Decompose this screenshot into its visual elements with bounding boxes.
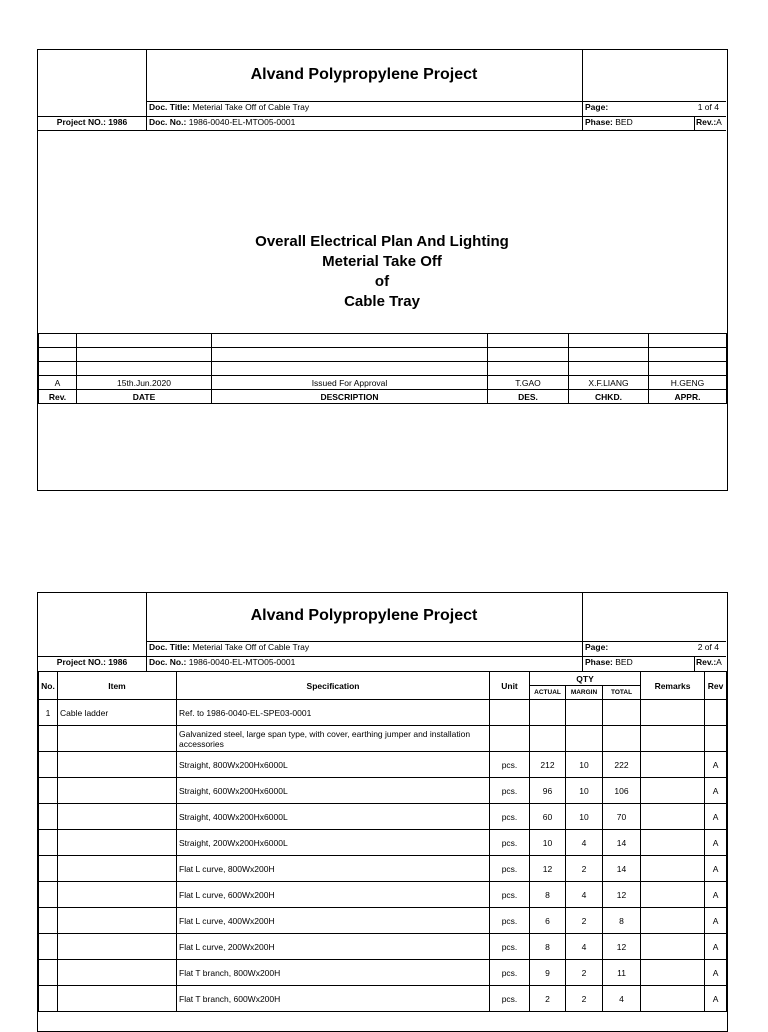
doc-number xyxy=(149,117,295,128)
specification: Flat L curve, 800Wx200H xyxy=(177,856,490,882)
table-row xyxy=(39,700,727,726)
item-name xyxy=(58,960,177,986)
rev-value: A xyxy=(716,117,722,127)
table-row xyxy=(39,986,727,1012)
specification: Flat L curve, 200Wx200H xyxy=(177,934,490,960)
row-rev: A xyxy=(705,830,727,856)
cover-title xyxy=(38,232,726,312)
remarks xyxy=(641,726,705,752)
specification: Flat L curve, 400Wx200H xyxy=(177,908,490,934)
doc-title-label: Doc. Title: xyxy=(149,102,190,112)
unit: pcs. xyxy=(490,882,530,908)
unit: pcs. xyxy=(490,908,530,934)
rev-value: A xyxy=(716,657,722,667)
table-row xyxy=(39,830,727,856)
remarks xyxy=(641,856,705,882)
header-unit: Unit xyxy=(490,672,530,700)
remarks xyxy=(641,700,705,726)
qty-actual: 212 xyxy=(530,752,566,778)
row-rev: A xyxy=(705,934,727,960)
table-row xyxy=(39,882,727,908)
revision-checker: X.F.LIANG xyxy=(569,376,649,390)
table-row xyxy=(39,348,727,362)
remarks xyxy=(641,804,705,830)
qty-total: 14 xyxy=(603,830,641,856)
qty-total: 12 xyxy=(603,934,641,960)
item-name xyxy=(58,752,177,778)
rev-label: Rev.: xyxy=(696,657,717,667)
table-row xyxy=(39,908,727,934)
header-specification: Specification xyxy=(177,672,490,700)
specification: Flat T branch, 600Wx200H xyxy=(177,986,490,1012)
doc-title-value: Meterial Take Off of Cable Tray xyxy=(192,102,310,112)
qty-margin xyxy=(566,726,603,752)
phase xyxy=(585,657,633,668)
item-name xyxy=(58,908,177,934)
qty-total xyxy=(603,700,641,726)
doc-title-label: Doc. Title: xyxy=(149,642,190,652)
qty-margin: 2 xyxy=(566,960,603,986)
header-rev: Rev xyxy=(705,672,727,700)
specification: Straight, 800Wx200Hx6000L xyxy=(177,752,490,778)
qty-total: 14 xyxy=(603,856,641,882)
header-appr: APPR. xyxy=(649,390,727,404)
specification: Flat T branch, 800Wx200H xyxy=(177,960,490,986)
item-name xyxy=(58,804,177,830)
unit: pcs. xyxy=(490,778,530,804)
item-name xyxy=(58,986,177,1012)
specification: Ref. to 1986-0040-EL-SPE03-0001 xyxy=(177,700,490,726)
table-row xyxy=(39,856,727,882)
cover-line: Overall Electrical Plan And Lighting xyxy=(255,233,509,250)
remarks xyxy=(641,960,705,986)
table-row xyxy=(39,752,727,778)
row-number xyxy=(39,726,58,752)
unit: pcs. xyxy=(490,804,530,830)
qty-margin: 4 xyxy=(566,934,603,960)
project-title: Alvand Polypropylene Project xyxy=(250,607,478,624)
table-row xyxy=(39,934,727,960)
row-number xyxy=(39,882,58,908)
specification: Straight, 600Wx200Hx6000L xyxy=(177,778,490,804)
row-number xyxy=(39,856,58,882)
table-row xyxy=(39,362,727,376)
qty-total: 8 xyxy=(603,908,641,934)
qty-margin: 2 xyxy=(566,908,603,934)
row-rev xyxy=(705,700,727,726)
doc-number-value: 1986-0040-EL-MTO05-0001 xyxy=(188,657,296,667)
row-rev: A xyxy=(705,882,727,908)
row-number xyxy=(39,752,58,778)
page-label: Page: xyxy=(585,102,609,112)
item-name xyxy=(58,726,177,752)
cover-line: Meterial Take Off xyxy=(322,253,442,270)
phase-label: Phase: xyxy=(585,117,613,127)
qty-total: 70 xyxy=(603,804,641,830)
remarks xyxy=(641,752,705,778)
header-date: DATE xyxy=(77,390,212,404)
header-rev: Rev. xyxy=(39,390,77,404)
header-no: No. xyxy=(39,672,58,700)
qty-margin: 10 xyxy=(566,778,603,804)
header-margin: MARGIN xyxy=(566,686,603,700)
table-row xyxy=(39,778,727,804)
item-name xyxy=(58,778,177,804)
qty-actual: 60 xyxy=(530,804,566,830)
phase-label: Phase: xyxy=(585,657,613,667)
row-rev: A xyxy=(705,752,727,778)
unit xyxy=(490,726,530,752)
qty-total: 222 xyxy=(603,752,641,778)
revision xyxy=(696,117,722,128)
row-number xyxy=(39,960,58,986)
doc-title-value: Meterial Take Off of Cable Tray xyxy=(192,642,310,652)
page-number: 2 of 4 xyxy=(697,642,719,652)
revision-designer: T.GAO xyxy=(488,376,569,390)
qty-margin xyxy=(566,700,603,726)
unit: pcs. xyxy=(490,986,530,1012)
qty-margin: 10 xyxy=(566,804,603,830)
table-row xyxy=(39,726,727,752)
document-page-2 xyxy=(37,592,728,1032)
table-header-row xyxy=(39,672,727,686)
rev-label: Rev.: xyxy=(696,117,717,127)
table-row xyxy=(39,804,727,830)
qty-actual xyxy=(530,700,566,726)
table-row xyxy=(39,960,727,986)
qty-actual: 8 xyxy=(530,934,566,960)
row-number xyxy=(39,986,58,1012)
qty-total: 4 xyxy=(603,986,641,1012)
item-name xyxy=(58,934,177,960)
revision-header-row xyxy=(39,390,727,404)
document-page-1 xyxy=(37,49,728,491)
material-take-off-table xyxy=(38,671,727,1012)
header-remarks: Remarks xyxy=(641,672,705,700)
item-name: Cable ladder xyxy=(58,700,177,726)
qty-total: 12 xyxy=(603,882,641,908)
cover-line: of xyxy=(374,273,390,290)
qty-actual: 96 xyxy=(530,778,566,804)
project-title: Alvand Polypropylene Project xyxy=(250,66,478,83)
doc-title xyxy=(149,642,309,653)
qty-actual: 8 xyxy=(530,882,566,908)
qty-margin: 4 xyxy=(566,830,603,856)
item-name xyxy=(58,882,177,908)
row-rev: A xyxy=(705,986,727,1012)
qty-margin: 2 xyxy=(566,986,603,1012)
qty-actual: 9 xyxy=(530,960,566,986)
revision xyxy=(696,657,722,668)
row-number xyxy=(39,830,58,856)
qty-actual xyxy=(530,726,566,752)
project-number: Project NO.: 1986 xyxy=(56,117,128,127)
qty-actual: 2 xyxy=(530,986,566,1012)
phase-value: BED xyxy=(615,657,633,667)
row-rev xyxy=(705,726,727,752)
remarks xyxy=(641,986,705,1012)
qty-margin: 10 xyxy=(566,752,603,778)
doc-title xyxy=(149,102,309,113)
item-name xyxy=(58,830,177,856)
item-name xyxy=(58,856,177,882)
qty-margin: 2 xyxy=(566,856,603,882)
unit: pcs. xyxy=(490,830,530,856)
unit: pcs. xyxy=(490,856,530,882)
doc-number-label: Doc. No.: xyxy=(149,657,187,667)
revision-description: Issued For Approval xyxy=(212,376,488,390)
unit: pcs. xyxy=(490,960,530,986)
specification: Straight, 200Wx200Hx6000L xyxy=(177,830,490,856)
page-label: Page: xyxy=(585,642,609,652)
row-number xyxy=(39,934,58,960)
specification: Galvanized steel, large span type, with cover, earthing jumper and installation accessories xyxy=(177,726,490,752)
unit: pcs. xyxy=(490,752,530,778)
qty-actual: 12 xyxy=(530,856,566,882)
row-rev: A xyxy=(705,960,727,986)
unit xyxy=(490,700,530,726)
row-number xyxy=(39,908,58,934)
qty-actual: 10 xyxy=(530,830,566,856)
remarks xyxy=(641,934,705,960)
phase-value: BED xyxy=(615,117,633,127)
doc-number-value: 1986-0040-EL-MTO05-0001 xyxy=(188,117,296,127)
qty-total xyxy=(603,726,641,752)
qty-total: 11 xyxy=(603,960,641,986)
remarks xyxy=(641,908,705,934)
row-rev: A xyxy=(705,778,727,804)
row-number xyxy=(39,804,58,830)
row-rev: A xyxy=(705,856,727,882)
specification: Flat L curve, 600Wx200H xyxy=(177,882,490,908)
page-number: 1 of 4 xyxy=(697,102,719,112)
project-number: Project NO.: 1986 xyxy=(56,657,128,667)
remarks xyxy=(641,830,705,856)
doc-number xyxy=(149,657,295,668)
remarks xyxy=(641,778,705,804)
revision-table xyxy=(38,333,727,404)
header-total: TOTAL xyxy=(603,686,641,700)
header-chkd: CHKD. xyxy=(569,390,649,404)
row-rev: A xyxy=(705,804,727,830)
unit: pcs. xyxy=(490,934,530,960)
row-number: 1 xyxy=(39,700,58,726)
header-item: Item xyxy=(58,672,177,700)
doc-number-label: Doc. No.: xyxy=(149,117,187,127)
qty-margin: 4 xyxy=(566,882,603,908)
cover-line: Cable Tray xyxy=(344,293,420,310)
row-rev: A xyxy=(705,908,727,934)
qty-actual: 6 xyxy=(530,908,566,934)
table-row xyxy=(39,334,727,348)
header-qty: QTY xyxy=(530,672,641,686)
header-description: DESCRIPTION xyxy=(212,390,488,404)
remarks xyxy=(641,882,705,908)
revision-rev: A xyxy=(39,376,77,390)
qty-total: 106 xyxy=(603,778,641,804)
specification: Straight, 400Wx200Hx6000L xyxy=(177,804,490,830)
revision-date: 15th.Jun.2020 xyxy=(77,376,212,390)
row-number xyxy=(39,778,58,804)
revision-approver: H.GENG xyxy=(649,376,727,390)
header-des: DES. xyxy=(488,390,569,404)
revision-row xyxy=(39,376,727,390)
header-actual: ACTUAL xyxy=(530,686,566,700)
phase xyxy=(585,117,633,128)
